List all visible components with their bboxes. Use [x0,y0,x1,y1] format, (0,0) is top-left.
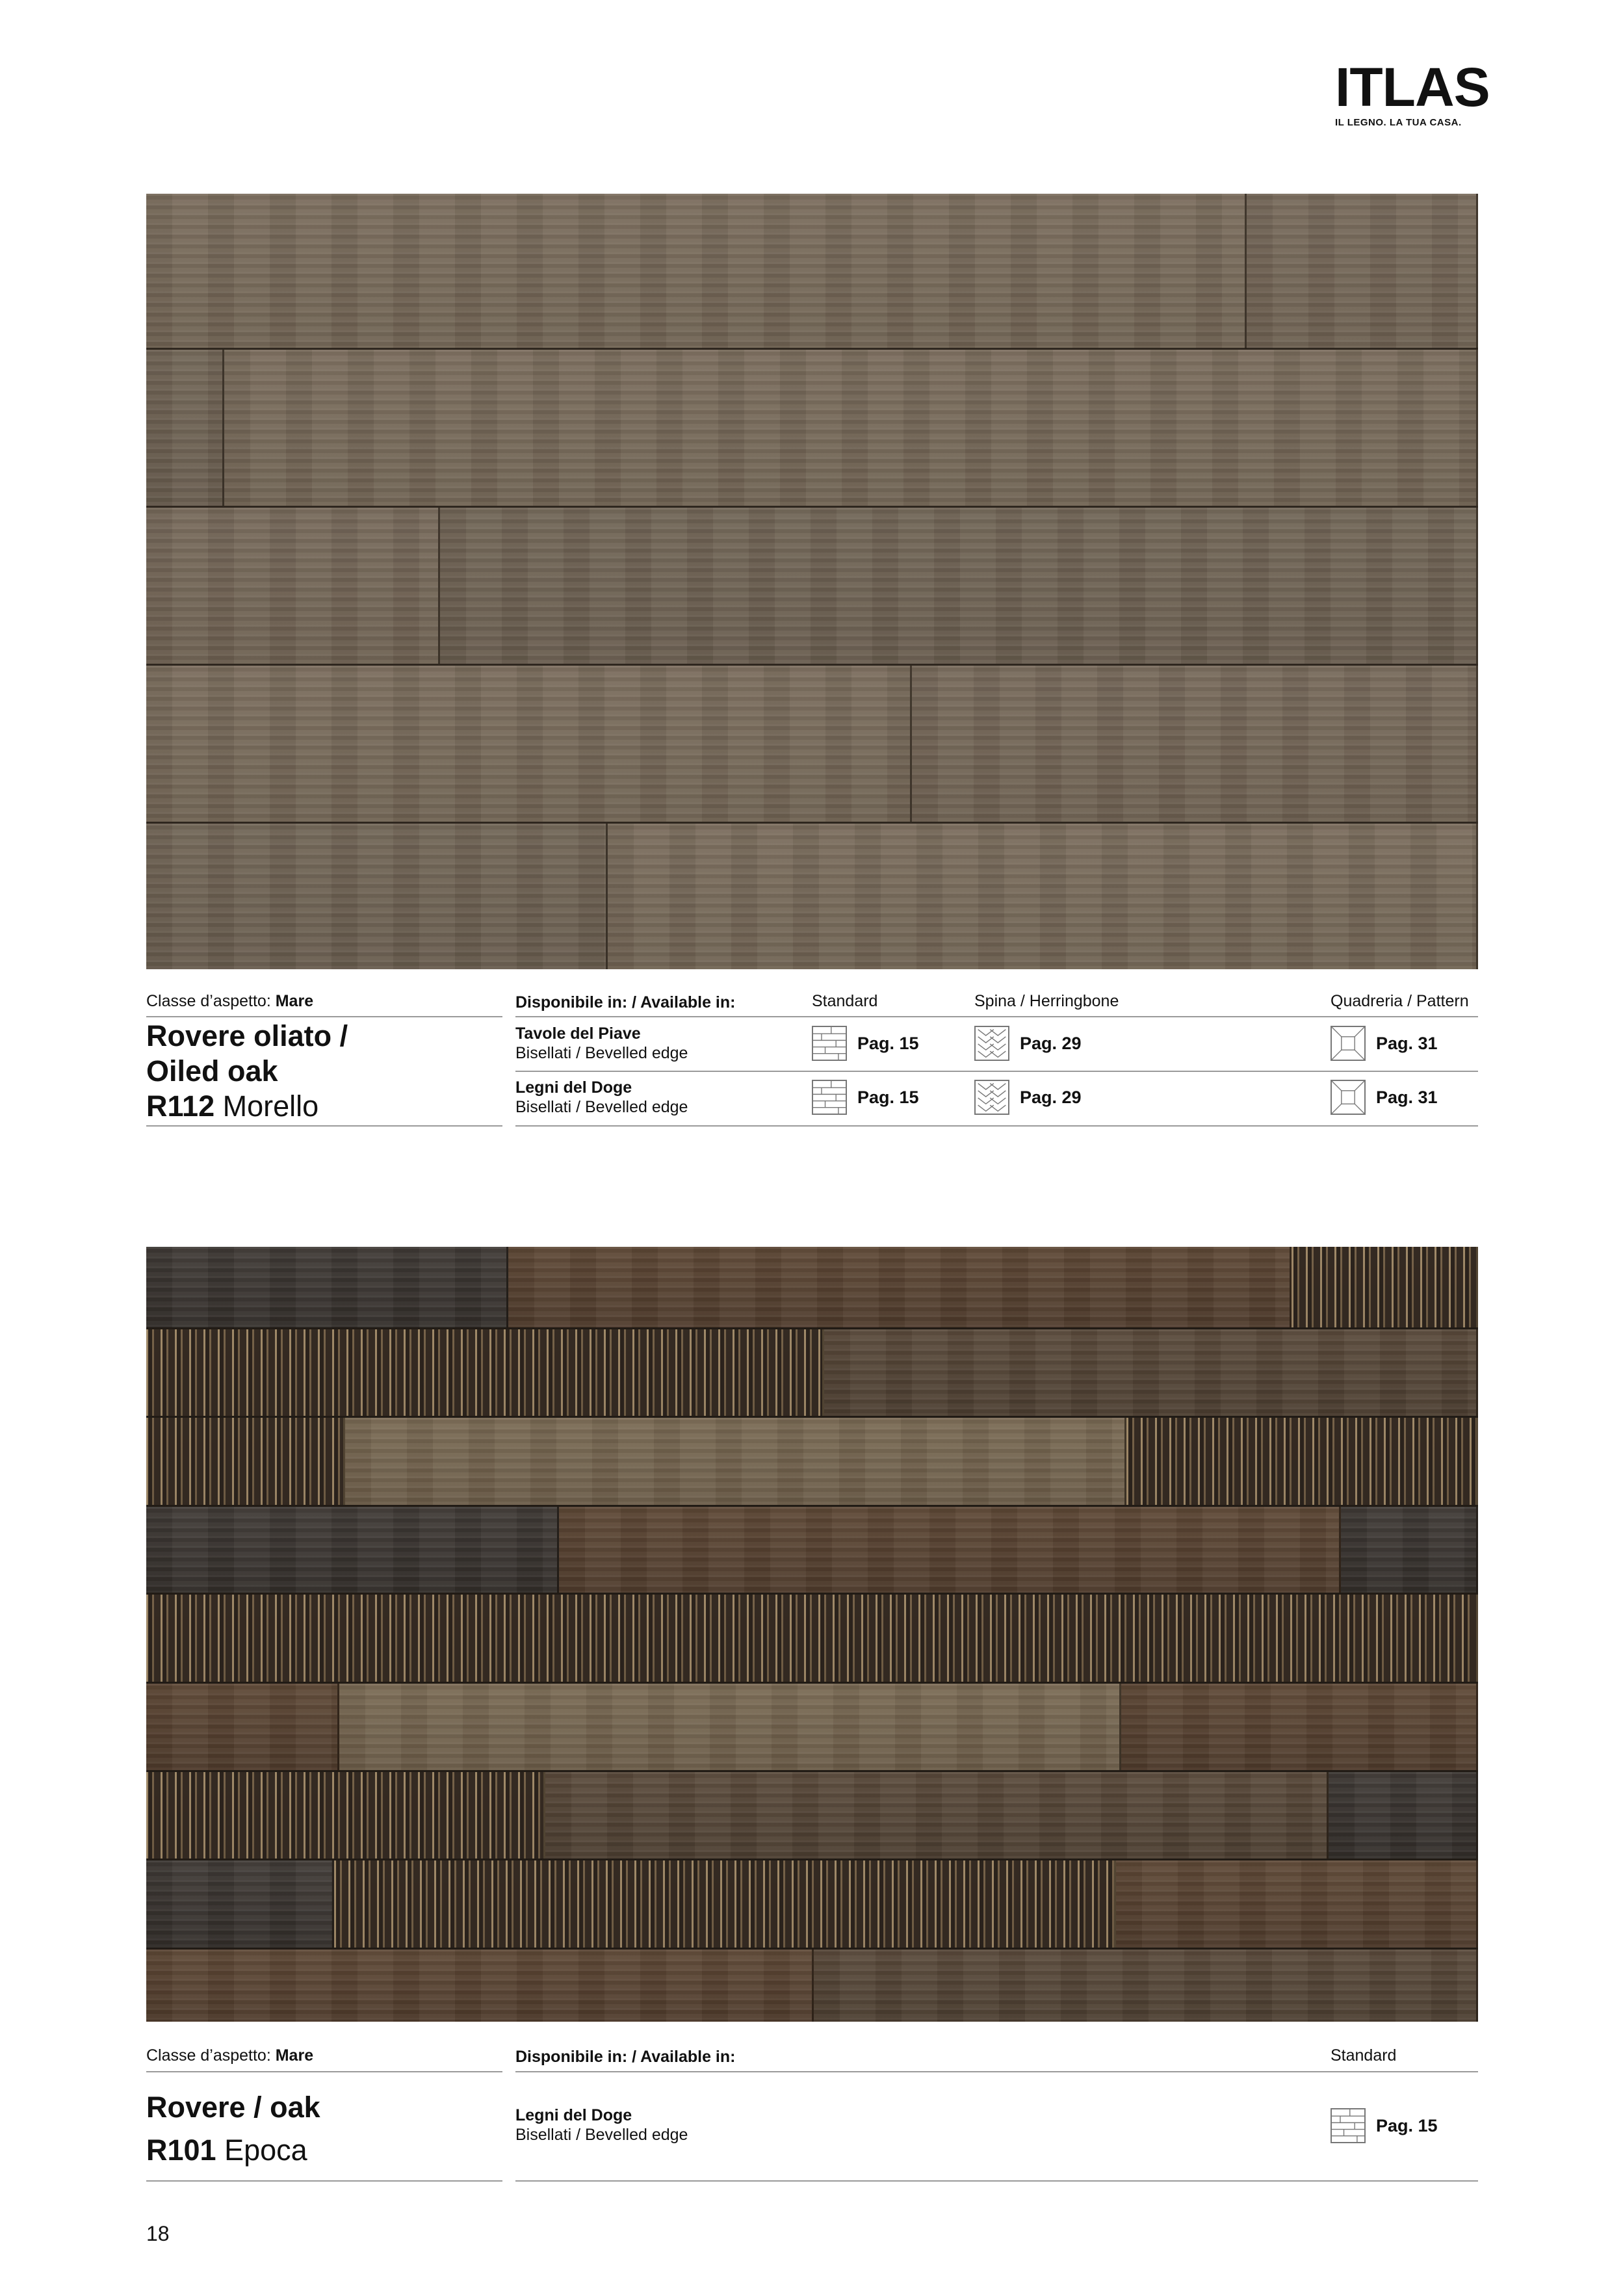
brand-tagline: IL LEGNO. LA TUA CASA. [1335,117,1462,128]
appearance-class [146,991,313,1011]
product-code-name [146,2129,320,2172]
page-ref-pattern: Pag. 31 [1376,1034,1438,1053]
appearance-class-value: Mare [275,992,314,1010]
pattern-icon [1331,1080,1366,1115]
available-in-label: Disponibile in: / Available in: [515,2048,736,2066]
column-standard: Standard [812,992,878,1010]
appearance-class-value: Mare [275,2046,314,2065]
pattern-icon [1331,1026,1366,1061]
divider [146,2180,502,2182]
appearance-class-label: Classe d’aspetto: [146,992,271,1010]
divider [515,2180,1478,2182]
wood-sample-image-epoca [146,1247,1478,2022]
availability-row [515,1024,688,1063]
divider [515,1071,1478,1072]
product-code-name [146,1089,348,1124]
edge-type: Bisellati / Bevelled edge [515,1044,688,1062]
product-name: Epoca [224,2133,307,2167]
availability-row [515,2106,688,2145]
herringbone-icon [974,1080,1009,1115]
page-ref-standard: Pag. 15 [857,1034,919,1053]
divider [515,1125,1478,1127]
appearance-class-label: Classe d’aspetto: [146,2046,271,2065]
page-ref-pattern: Pag. 31 [1376,1088,1438,1107]
available-in-label: Disponibile in: / Available in: [515,993,736,1011]
appearance-class [146,2046,313,2065]
product-title [146,1019,348,1124]
page-ref-herringbone: Pag. 29 [1020,1088,1082,1107]
page-ref-herringbone: Pag. 29 [1020,1034,1082,1053]
wood-sample-image-morello [146,194,1478,969]
product-title [146,2086,320,2172]
product-name: Morello [222,1089,319,1123]
product-line: Legni del Doge [515,2106,632,2124]
standard-plank-icon [1331,2108,1366,2143]
product-line: Legni del Doge [515,1078,632,1097]
page-number: 18 [146,2222,170,2245]
product-line: Tavole del Piave [515,1024,641,1043]
product-title-line1: Rovere / oak [146,2091,320,2124]
standard-plank-icon [812,1080,847,1115]
standard-plank-icon [812,1026,847,1061]
page-ref-standard: Pag. 15 [1376,2116,1438,2135]
product-title-line2: Oiled oak [146,1054,278,1088]
divider [146,1016,502,1017]
divider [146,1125,502,1127]
availability-row [515,1078,688,1117]
product-code: R101 [146,2133,216,2167]
column-herringbone: Spina / Herringbone [974,992,1119,1010]
edge-type: Bisellati / Bevelled edge [515,2126,688,2144]
page-ref-standard: Pag. 15 [857,1088,919,1107]
column-pattern: Quadreria / Pattern [1331,992,1469,1010]
product-code: R112 [146,1089,215,1123]
itlas-logo [1335,57,1490,128]
divider [146,2071,502,2072]
edge-type: Bisellati / Bevelled edge [515,1098,688,1116]
column-standard: Standard [1331,2046,1397,2065]
brand-name: ITLAS [1335,57,1490,118]
divider [515,2071,1478,2072]
divider [515,1016,1478,1017]
herringbone-icon [974,1026,1009,1061]
product-title-line1: Rovere oliato / [146,1019,348,1052]
